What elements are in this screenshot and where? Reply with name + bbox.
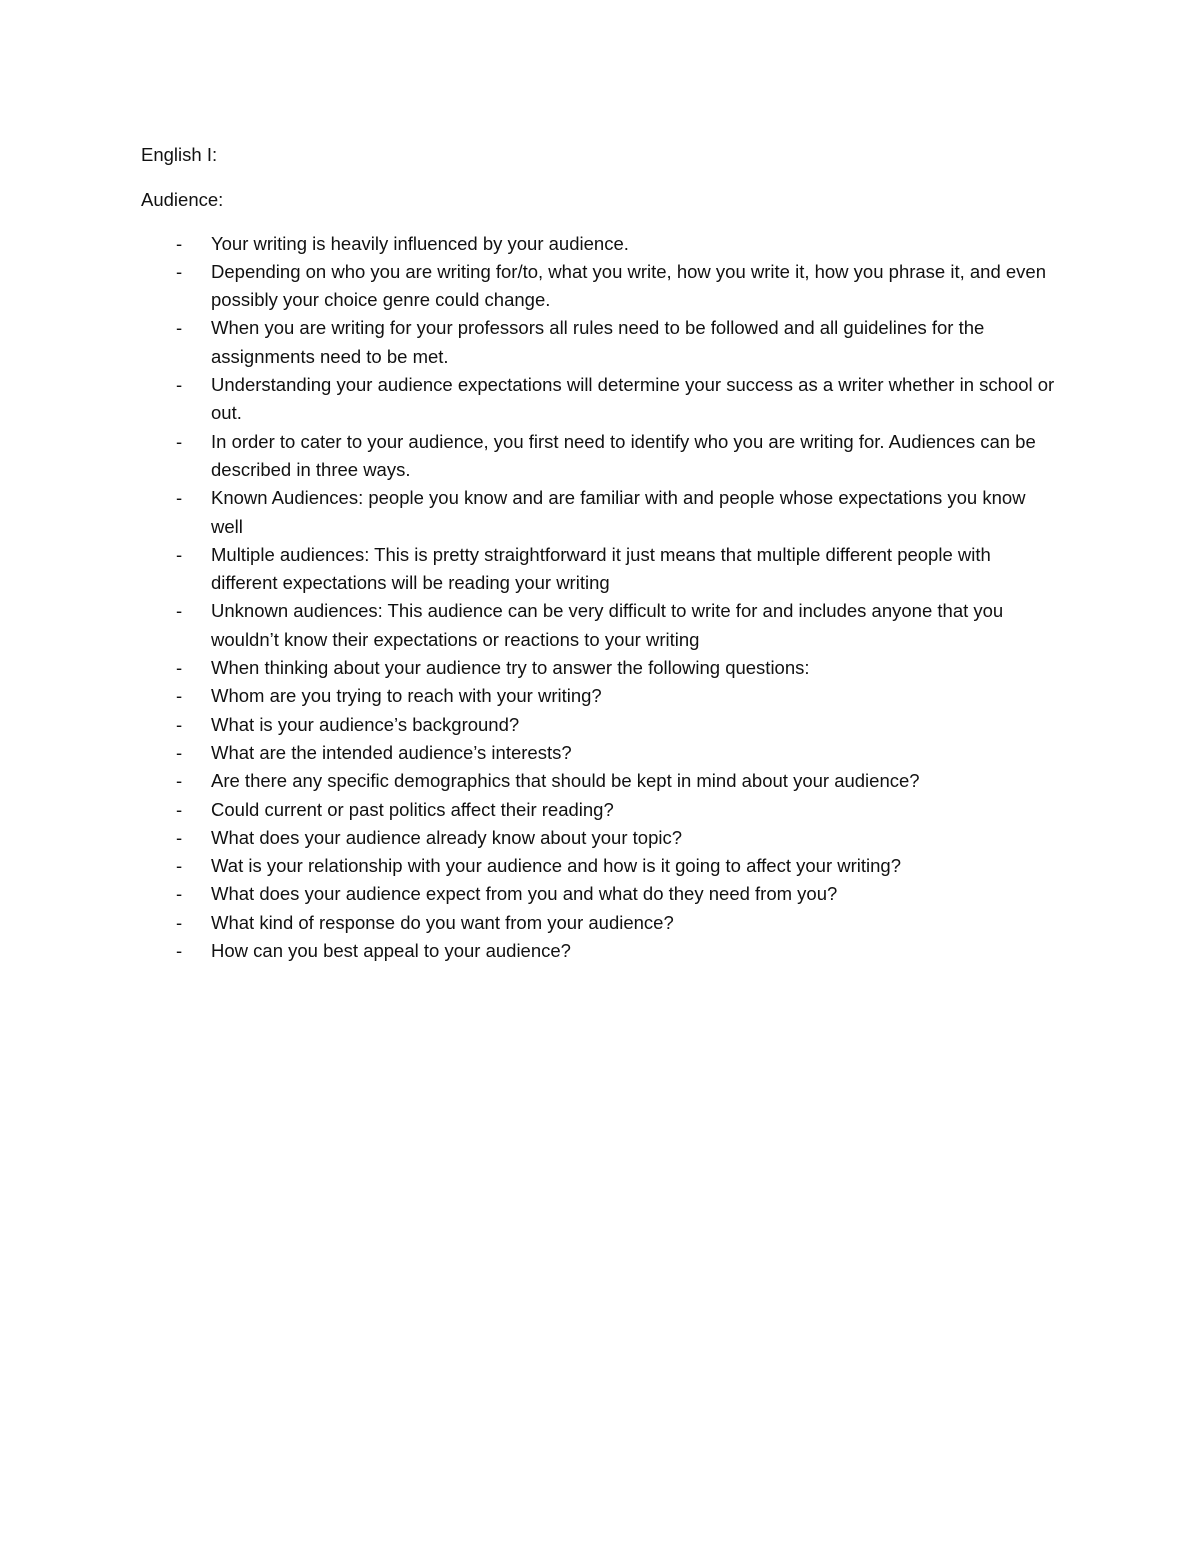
- list-item: [141, 767, 1061, 795]
- bullet-dash: -: [176, 232, 183, 254]
- list-item-text: Known Audiences: people you know and are familiar with and people whose expectations you know well: [211, 487, 1026, 537]
- list-item: [141, 597, 1061, 654]
- bullet-dash: -: [176, 317, 183, 339]
- list-item-text: How can you best appeal to your audience?: [211, 940, 571, 962]
- list-item-text: Whom are you trying to reach with your writing?: [211, 685, 602, 707]
- bullet-dash: -: [176, 855, 183, 877]
- bullet-dash: -: [176, 685, 183, 707]
- list-item: [141, 796, 1061, 824]
- document-body: [141, 141, 1061, 965]
- bullet-dash: -: [176, 741, 183, 763]
- bullet-dash: -: [176, 911, 183, 933]
- list-item-text: Your writing is heavily influenced by your audience.: [211, 232, 629, 254]
- list-item-text: Multiple audiences: This is pretty straightforward it just means that multiple different people with different expectations will be reading your writing: [211, 543, 991, 594]
- list-item-text: What is your audience’s background?: [211, 713, 520, 735]
- list-item: [141, 371, 1061, 428]
- bullet-dash: -: [176, 487, 183, 509]
- list-item-text: Depending on who you are writing for/to, what you write, how you write it, how you phrase it, and even possibly your choice genre could change.: [211, 260, 1047, 311]
- list-item: [141, 541, 1061, 598]
- bullet-dash: -: [176, 374, 183, 396]
- bullet-dash: -: [176, 770, 183, 792]
- bullet-dash: -: [176, 430, 183, 452]
- list-item-text: Understanding your audience expectations will determine your success as a writer whether in school or out.: [211, 374, 1055, 424]
- list-item-text: Could current or past politics affect their reading?: [211, 798, 614, 820]
- bullet-list: [141, 230, 1061, 966]
- list-item-text: In order to cater to your audience, you first need to identify who you are writing for. Audiences can be described in three ways.: [211, 430, 1036, 480]
- bullet-dash: -: [176, 713, 183, 735]
- list-item: [141, 682, 1061, 710]
- bullet-dash: -: [176, 798, 183, 820]
- list-item-text: Wat is your relationship with your audience and how is it going to affect your writing?: [211, 855, 902, 877]
- list-item-text: Unknown audiences: This audience can be very difficult to write for and includes anyone that you wouldn’t know their expectations or reactions to your writing: [211, 600, 1004, 650]
- list-item-text: What kind of response do you want from your audience?: [211, 911, 674, 933]
- bullet-dash: -: [176, 826, 183, 848]
- list-item: [141, 258, 1061, 315]
- list-item: [141, 852, 1061, 880]
- list-item-text: What are the intended audience’s interests?: [211, 741, 572, 763]
- list-item: [141, 937, 1061, 965]
- bullet-dash: -: [176, 657, 183, 679]
- list-item: [141, 824, 1061, 852]
- list-item-text: When thinking about your audience try to answer the following questions:: [211, 657, 810, 679]
- bullet-dash: -: [176, 940, 183, 962]
- list-item: [141, 711, 1061, 739]
- list-item: [141, 230, 1061, 258]
- list-item-text: What does your audience expect from you and what do they need from you?: [211, 883, 838, 905]
- list-item-text: Are there any specific demographics that should be kept in mind about your audience?: [211, 770, 920, 792]
- bullet-dash: -: [176, 883, 183, 905]
- list-item: [141, 909, 1061, 937]
- topic-heading: Audience:: [141, 189, 224, 211]
- list-item: [141, 880, 1061, 908]
- list-item: [141, 654, 1061, 682]
- list-item-text: When you are writing for your professors all rules need to be followed and all guidelines for the assignments need to be met.: [211, 317, 985, 367]
- list-item: [141, 484, 1061, 541]
- bullet-dash: -: [176, 600, 183, 622]
- bullet-dash: -: [176, 543, 183, 565]
- course-heading: English I:: [141, 144, 218, 165]
- list-item: [141, 739, 1061, 767]
- list-item-text: What does your audience already know about your topic?: [211, 826, 683, 848]
- bullet-dash: -: [176, 260, 183, 282]
- list-item: [141, 428, 1061, 485]
- list-item: [141, 314, 1061, 371]
